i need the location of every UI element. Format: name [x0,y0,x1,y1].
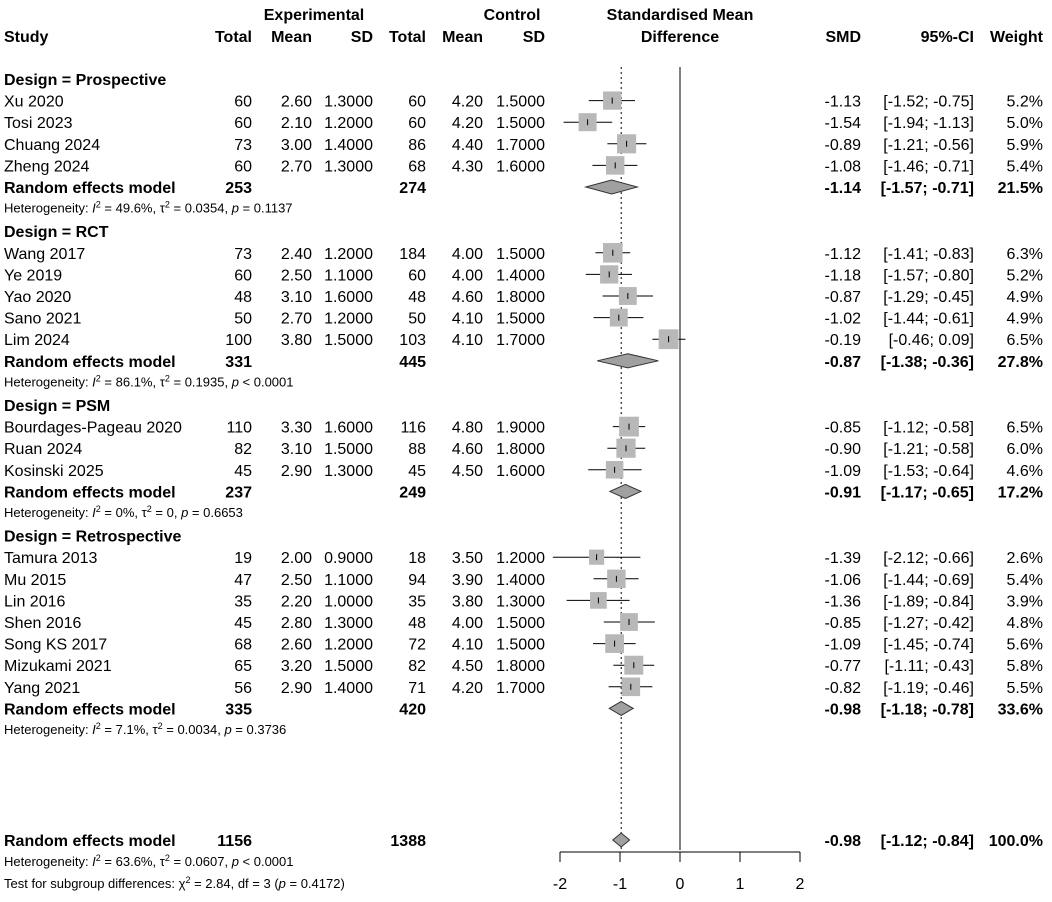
ctrl-sd: 1.7000 [496,332,545,350]
overall-heterogeneity: Heterogeneity: $I^2 = 63.6\%$, $\tau^2 = 0.0607$, p < 0.0001 [4,853,294,869]
x-axis-tick-label: 1 [735,876,745,893]
exp-sd: 1.4000 [324,136,373,154]
ctrl-mean: 4.10 [451,332,483,350]
subgroup-ctrl-total: 274 [399,180,426,197]
exp-total: 60 [234,93,252,111]
smd-value: -0.85 [824,419,861,437]
exp-sd: 1.4000 [324,679,373,697]
smd-value: -0.87 [824,289,861,306]
exp-total: 35 [234,593,252,611]
subgroup-ci: [-1.17; -0.65] [880,484,974,502]
subgroup-ci: [-1.38; -0.36] [880,353,974,371]
ci-value: [-1.44; -0.61] [883,310,974,328]
header-ci: 95%-CI [920,29,974,46]
exp-mean: 2.50 [280,571,312,589]
study-name: Sano 2021 [4,310,82,328]
exp-total: 73 [234,245,252,263]
weight-value: 5.5% [1006,679,1043,697]
study-name: Song KS 2017 [4,636,108,654]
ci-value: [-1.41; -0.83] [883,245,974,263]
study-name: Zheng 2024 [4,158,90,176]
smd-value: -1.08 [824,158,861,176]
ctrl-mean: 4.50 [451,462,483,480]
exp-sd: 1.6000 [324,289,373,306]
ctrl-total: 45 [408,462,426,480]
exp-mean: 2.10 [280,115,312,133]
subgroup-differences-test: Test for subgroup differences: $\chi^2 = 2.84$, df = 3 (p = 0.4172) [4,875,345,891]
weight-value: 6.3% [1006,245,1043,263]
exp-sd: 1.2000 [324,636,373,654]
weight-value: 5.4% [1006,158,1043,176]
smd-value: -1.12 [824,245,861,263]
subgroup-model-label: Random effects model [4,484,176,502]
overall-diamond [613,833,630,847]
study-name: Mu 2015 [4,571,67,589]
exp-mean: 2.90 [280,679,312,697]
weight-value: 5.8% [1006,658,1043,676]
ci-value: [-1.45; -0.74] [883,636,974,654]
ci-value: [-1.53; -0.64] [883,462,974,480]
ctrl-mean: 4.00 [451,267,483,285]
exp-mean: 2.70 [280,158,312,176]
subgroup-smd: -1.14 [824,180,861,197]
ctrl-total: 35 [408,593,426,611]
weight-value: 4.9% [1006,310,1043,328]
exp-total: 60 [234,267,252,285]
ctrl-mean: 4.00 [451,245,483,263]
header-smd-title-1: Standardised Mean [606,7,754,24]
smd-value: -1.36 [824,593,861,611]
exp-sd: 1.6000 [324,419,373,437]
ctrl-total: 86 [408,136,426,154]
ci-value: [-1.52; -0.75] [883,93,974,111]
study-name: Ye 2019 [4,267,63,285]
ctrl-total: 184 [399,245,426,263]
exp-total: 68 [234,636,252,654]
smd-value: -1.54 [824,115,861,133]
exp-sd: 1.2000 [324,310,373,328]
study-name: Wang 2017 [4,245,86,263]
study-name: Yang 2021 [4,679,81,697]
ctrl-mean: 4.00 [451,615,483,632]
ctrl-sd: 1.5000 [496,615,545,632]
subgroup-weight: 17.2% [997,484,1043,502]
ctrl-total: 18 [408,550,426,568]
exp-mean: 2.90 [280,462,312,480]
subgroup-ci: [-1.57; -0.71] [880,180,974,197]
study-name: Lim 2024 [4,332,70,350]
exp-total: 47 [234,571,252,589]
group-label: Design = Prospective [4,72,167,89]
exp-mean: 2.00 [280,550,312,568]
exp-mean: 2.40 [280,245,312,263]
subgroup-diamond [609,701,633,715]
study-name: Kosinski 2025 [4,462,104,480]
weight-value: 2.6% [1006,550,1043,568]
ci-value: [-1.94; -1.13] [883,115,974,133]
group-label: Design = Retrospective [4,528,182,546]
ctrl-mean: 4.60 [451,441,483,459]
exp-total: 73 [234,136,252,154]
exp-total: 60 [234,158,252,176]
ctrl-mean: 3.50 [451,550,483,568]
ctrl-sd: 1.6000 [496,158,545,176]
subgroup-exp-total: 331 [225,353,252,371]
exp-sd: 1.3000 [324,462,373,480]
ci-value: [-0.46; 0.09] [888,332,974,350]
ctrl-total: 88 [408,441,426,459]
study-name: Tosi 2023 [4,115,73,133]
ctrl-mean: 4.80 [451,419,483,437]
ctrl-sd: 1.6000 [496,462,545,480]
study-name: Yao 2020 [4,289,72,306]
ctrl-sd: 1.8000 [496,441,545,459]
overall-exp-total: 1156 [217,833,252,850]
exp-mean: 3.10 [280,441,312,459]
subgroup-heterogeneity: Heterogeneity: $I^2 = 0\%$, $\tau^2 = 0$, p = 0.6653 [4,504,243,520]
study-name: Lin 2016 [4,593,66,611]
overall-model-label: Random effects model [4,833,176,850]
ctrl-sd: 1.9000 [496,419,545,437]
exp-mean: 2.80 [280,615,312,632]
exp-sd: 1.3000 [324,93,373,111]
subgroup-weight: 27.8% [997,353,1043,371]
exp-total: 45 [234,615,252,632]
exp-sd: 1.1000 [324,267,373,285]
smd-value: -0.85 [824,615,861,632]
ctrl-mean: 4.20 [451,115,483,133]
exp-sd: 1.2000 [324,115,373,133]
ci-value: [-1.12; -0.58] [883,419,974,437]
ctrl-total: 82 [408,658,426,676]
exp-mean: 2.50 [280,267,312,285]
x-axis-tick-label: 2 [795,876,805,893]
subgroup-ctrl-total: 445 [399,353,426,371]
ctrl-mean: 4.60 [451,289,483,306]
study-name: Mizukami 2021 [4,658,112,676]
smd-value: -0.19 [824,332,861,350]
header-ctrl-total: Total [388,29,426,46]
exp-sd: 1.5000 [324,658,373,676]
ci-value: [-1.27; -0.42] [883,615,974,632]
ctrl-total: 48 [408,615,426,632]
subgroup-smd: -0.91 [824,484,861,502]
smd-value: -1.02 [824,310,861,328]
weight-value: 4.9% [1006,289,1043,306]
header-smd: SMD [825,29,861,46]
ci-value: [-2.12; -0.66] [883,550,974,568]
group-label: Design = RCT [4,224,109,242]
smd-value: -1.09 [824,462,861,480]
study-name: Tamura 2013 [4,550,98,568]
exp-total: 100 [225,332,252,350]
ctrl-sd: 1.5000 [496,310,545,328]
exp-total: 56 [234,679,252,697]
ci-value: [-1.89; -0.84] [883,593,974,611]
ctrl-mean: 4.50 [451,658,483,676]
study-name: Ruan 2024 [4,441,83,459]
ci-value: [-1.29; -0.45] [883,289,974,306]
subgroup-diamond [597,354,658,368]
x-axis-tick-label: 0 [675,876,685,893]
ctrl-total: 50 [408,310,426,328]
weight-value: 5.9% [1006,136,1043,154]
smd-value: -0.77 [824,658,861,676]
ctrl-mean: 4.20 [451,93,483,111]
exp-total: 19 [234,550,252,568]
subgroup-weight: 33.6% [997,701,1043,719]
smd-value: -0.82 [824,679,861,697]
ctrl-total: 60 [408,267,426,285]
overall-smd: -0.98 [824,833,861,850]
ctrl-mean: 3.80 [451,593,483,611]
header-smd-title-2: Difference [640,29,720,46]
x-axis-tick-label: -2 [552,876,568,893]
header-ctrl-sd: SD [522,29,545,46]
subgroup-smd: -0.87 [824,353,861,371]
overall-ci: [-1.12; -0.84] [880,833,974,850]
subgroup-exp-total: 237 [225,484,252,502]
subgroup-diamond [586,180,638,194]
header-study: Study [4,29,49,46]
exp-mean: 2.70 [280,310,312,328]
exp-mean: 3.80 [280,332,312,350]
subgroup-ctrl-total: 420 [399,701,426,719]
study-name: Bourdages-Pageau 2020 [4,419,182,437]
ctrl-sd: 1.5000 [496,636,545,654]
ctrl-total: 60 [408,93,426,111]
header-exp-total: Total [214,29,252,46]
exp-sd: 1.2000 [324,245,373,263]
ctrl-sd: 1.4000 [496,571,545,589]
ctrl-total: 116 [400,419,426,437]
weight-value: 3.9% [1006,593,1043,611]
ctrl-total: 94 [408,571,426,589]
subgroup-model-label: Random effects model [4,701,176,719]
ctrl-sd: 1.8000 [496,289,545,306]
ctrl-sd: 1.2000 [496,550,545,568]
ci-value: [-1.44; -0.69] [883,571,974,589]
ci-value: [-1.19; -0.46] [883,679,974,697]
header-control: Control [483,7,541,24]
ctrl-total: 68 [408,158,426,176]
subgroup-heterogeneity: Heterogeneity: $I^2 = 7.1\%$, $\tau^2 = 0.0034$, p = 0.3736 [4,721,287,737]
overall-weight: 100.0% [988,833,1043,850]
overall-ctrl-total: 1388 [390,833,426,850]
exp-mean: 2.20 [280,593,312,611]
ci-value: [-1.57; -0.80] [883,267,974,285]
exp-sd: 1.0000 [324,593,373,611]
ctrl-sd: 1.4000 [496,267,545,285]
smd-value: -1.09 [824,636,861,654]
ctrl-sd: 1.7000 [496,136,545,154]
subgroup-model-label: Random effects model [4,180,176,197]
weight-value: 4.6% [1006,462,1043,480]
header-exp-mean: Mean [271,29,312,46]
ctrl-sd: 1.8000 [496,658,545,676]
smd-value: -1.39 [824,550,861,568]
smd-value: -1.18 [824,267,861,285]
weight-value: 5.4% [1006,571,1043,589]
ci-value: [-1.21; -0.56] [883,136,974,154]
header-ctrl-mean: Mean [442,29,483,46]
subgroup-heterogeneity: Heterogeneity: $I^2 = 86.1\%$, $\tau^2 = 0.1935$, p < 0.0001 [4,373,294,390]
study-name: Chuang 2024 [4,136,101,154]
ctrl-total: 60 [408,115,426,133]
subgroup-heterogeneity: Heterogeneity: $I^2 = 49.6\%$, $\tau^2 = 0.0354$, p = 0.1137 [4,199,293,216]
subgroup-ci: [-1.18; -0.78] [880,701,974,719]
weight-value: 5.2% [1006,93,1043,111]
ctrl-total: 72 [408,636,426,654]
exp-sd: 0.9000 [324,550,373,568]
study-name: Xu 2020 [4,93,64,111]
exp-sd: 1.3000 [324,158,373,176]
exp-total: 45 [234,462,252,480]
ctrl-mean: 4.40 [451,136,483,154]
ctrl-total: 71 [408,679,426,697]
ctrl-mean: 4.30 [451,158,483,176]
ci-value: [-1.21; -0.58] [883,441,974,459]
exp-mean: 2.60 [280,636,312,654]
ctrl-sd: 1.3000 [496,593,545,611]
ctrl-mean: 4.20 [451,679,483,697]
weight-value: 6.5% [1006,332,1043,350]
ctrl-total: 48 [408,289,426,306]
ci-value: [-1.46; -0.71] [883,158,974,176]
exp-total: 60 [234,115,252,133]
x-axis-tick-label: -1 [612,876,628,893]
exp-mean: 3.30 [280,419,312,437]
exp-total: 48 [234,289,252,306]
header-weight: Weight [989,29,1043,46]
header-experimental: Experimental [263,7,365,24]
exp-mean: 2.60 [280,93,312,111]
weight-value: 5.2% [1006,267,1043,285]
ctrl-sd: 1.5000 [496,93,545,111]
weight-value: 6.5% [1006,419,1043,437]
subgroup-ctrl-total: 249 [399,484,426,502]
group-label: Design = PSM [4,398,111,415]
subgroup-weight: 21.5% [997,180,1043,197]
exp-sd: 1.1000 [324,571,373,589]
weight-value: 5.0% [1006,115,1043,133]
weight-value: 6.0% [1006,441,1043,459]
ctrl-sd: 1.5000 [496,115,545,133]
subgroup-smd: -0.98 [824,701,861,719]
ctrl-mean: 3.90 [451,571,483,589]
exp-total: 82 [234,441,252,459]
exp-sd: 1.5000 [324,332,373,350]
ctrl-mean: 4.10 [451,310,483,328]
ctrl-sd: 1.7000 [496,679,545,697]
subgroup-exp-total: 253 [225,180,252,197]
header-exp-sd: SD [350,29,373,46]
exp-mean: 3.00 [280,136,312,154]
smd-value: -0.90 [824,441,861,459]
exp-sd: 1.5000 [324,441,373,459]
smd-value: -1.13 [824,93,861,111]
ci-value: [-1.11; -0.43] [884,658,974,676]
ctrl-mean: 4.10 [451,636,483,654]
exp-mean: 3.20 [280,658,312,676]
smd-value: -0.89 [824,136,861,154]
ctrl-total: 103 [399,332,426,350]
smd-value: -1.06 [824,571,861,589]
study-name: Shen 2016 [4,615,82,632]
exp-total: 110 [226,419,252,437]
exp-mean: 3.10 [280,289,312,306]
weight-value: 4.8% [1006,615,1043,632]
exp-total: 50 [234,310,252,328]
exp-total: 65 [234,658,252,676]
ctrl-sd: 1.5000 [496,245,545,263]
subgroup-model-label: Random effects model [4,353,176,371]
weight-value: 5.6% [1006,636,1043,654]
subgroup-exp-total: 335 [225,701,252,719]
exp-sd: 1.3000 [324,615,373,632]
subgroup-diamond [610,484,641,498]
